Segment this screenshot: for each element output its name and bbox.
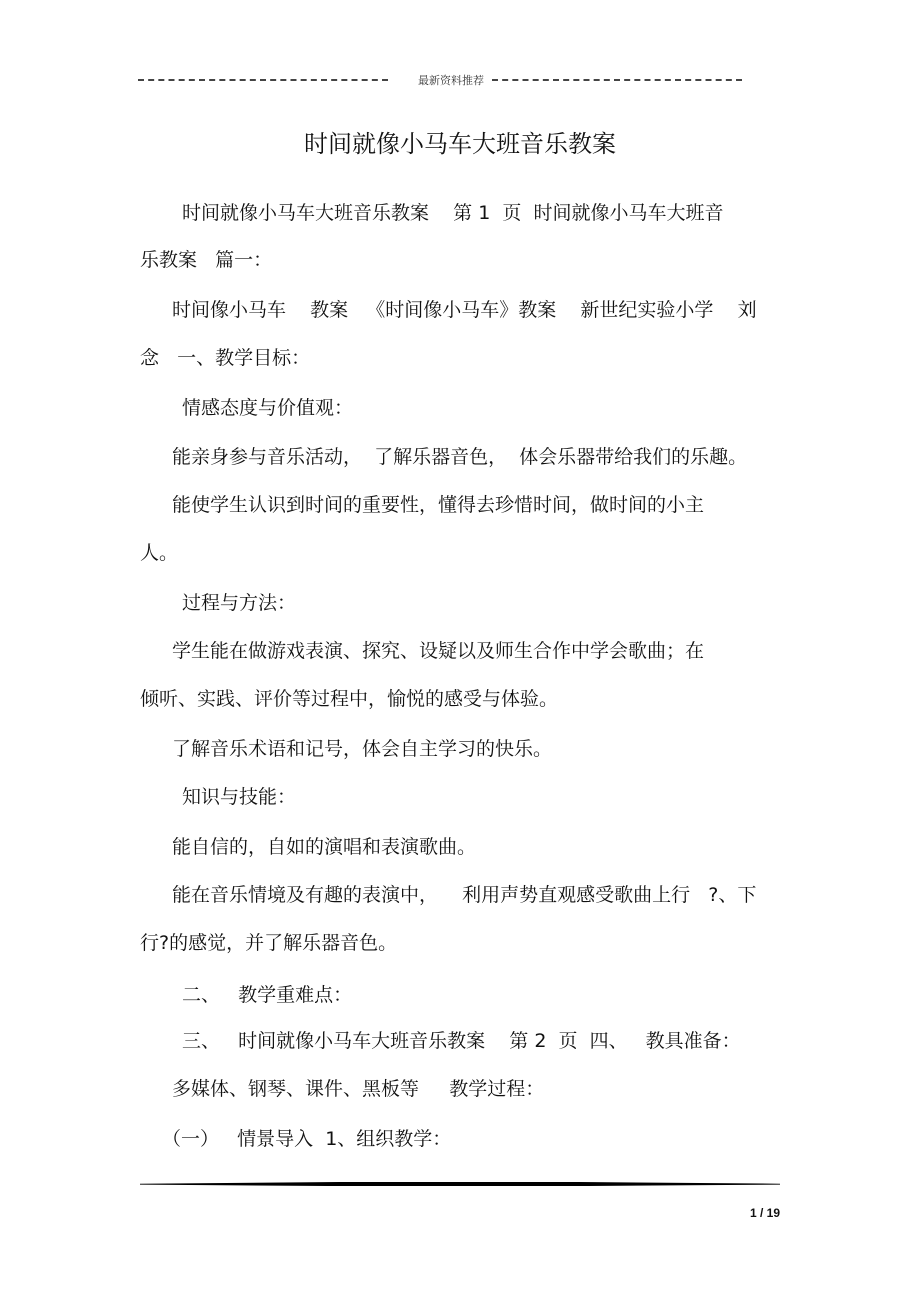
paragraph-line: 多媒体、钢琴、课件、黑板等 教学过程： bbox=[172, 1078, 545, 1100]
paragraph-line: 能亲身参与音乐活动， 了解乐器音色， 体会乐器带给我们的乐趣。 bbox=[172, 446, 748, 468]
paragraph-line: 学生能在做游戏表演、探究、设疑以及师生合作中学会歌曲；在 bbox=[172, 640, 705, 662]
paragraph-line: 了解音乐术语和记号，体会自主学习的快乐。 bbox=[172, 738, 553, 760]
paragraph-line: 乐教案 篇一： bbox=[140, 249, 273, 271]
paragraph-line: 能自信的，自如的演唱和表演歌曲。 bbox=[172, 836, 477, 858]
paragraph-line: （一） 情景导入 1、组织教学： bbox=[162, 1128, 452, 1150]
document-title: 时间就像小马车大班音乐教案 bbox=[304, 130, 616, 158]
page-header bbox=[138, 70, 742, 90]
paragraph-line: 能在音乐情境及有趣的表演中， 利用声势直观感受歌曲上行 ?、下 bbox=[172, 884, 757, 906]
header-divider bbox=[138, 79, 388, 81]
header-label: 最新资料推荐 bbox=[418, 74, 484, 87]
paragraph-line: 时间就像小马车大班音乐教案 第 1 页 时间就像小马车大班音 bbox=[182, 202, 724, 224]
paragraph-line: 倾听、实践、评价等过程中，愉悦的感受与体验。 bbox=[140, 688, 559, 710]
paragraph-line: 念 一、教学目标： bbox=[140, 347, 311, 369]
header-divider bbox=[492, 79, 742, 81]
paragraph-line: 知识与技能： bbox=[182, 786, 297, 808]
paragraph-line: 情感态度与价值观： bbox=[182, 397, 354, 419]
paragraph-line: 时间像小马车 教案 《时间像小马车》教案 新世纪实验小学 刘 bbox=[172, 299, 757, 321]
page-number: 1 / 19 bbox=[749, 1206, 780, 1220]
paragraph-line: 能使学生认识到时间的重要性，懂得去珍惜时间，做时间的小主 bbox=[172, 494, 705, 516]
paragraph-line: 人。 bbox=[140, 542, 179, 564]
paragraph-line: 三、 时间就像小马车大班音乐教案 第 2 页 四、 教具准备： bbox=[182, 1030, 741, 1052]
paragraph-line: 过程与方法： bbox=[182, 592, 297, 614]
paragraph-line: 行?的感觉，并了解乐器音色。 bbox=[140, 932, 398, 954]
footer-divider bbox=[140, 1181, 780, 1187]
paragraph-line: 二、 教学重难点： bbox=[182, 984, 353, 1006]
